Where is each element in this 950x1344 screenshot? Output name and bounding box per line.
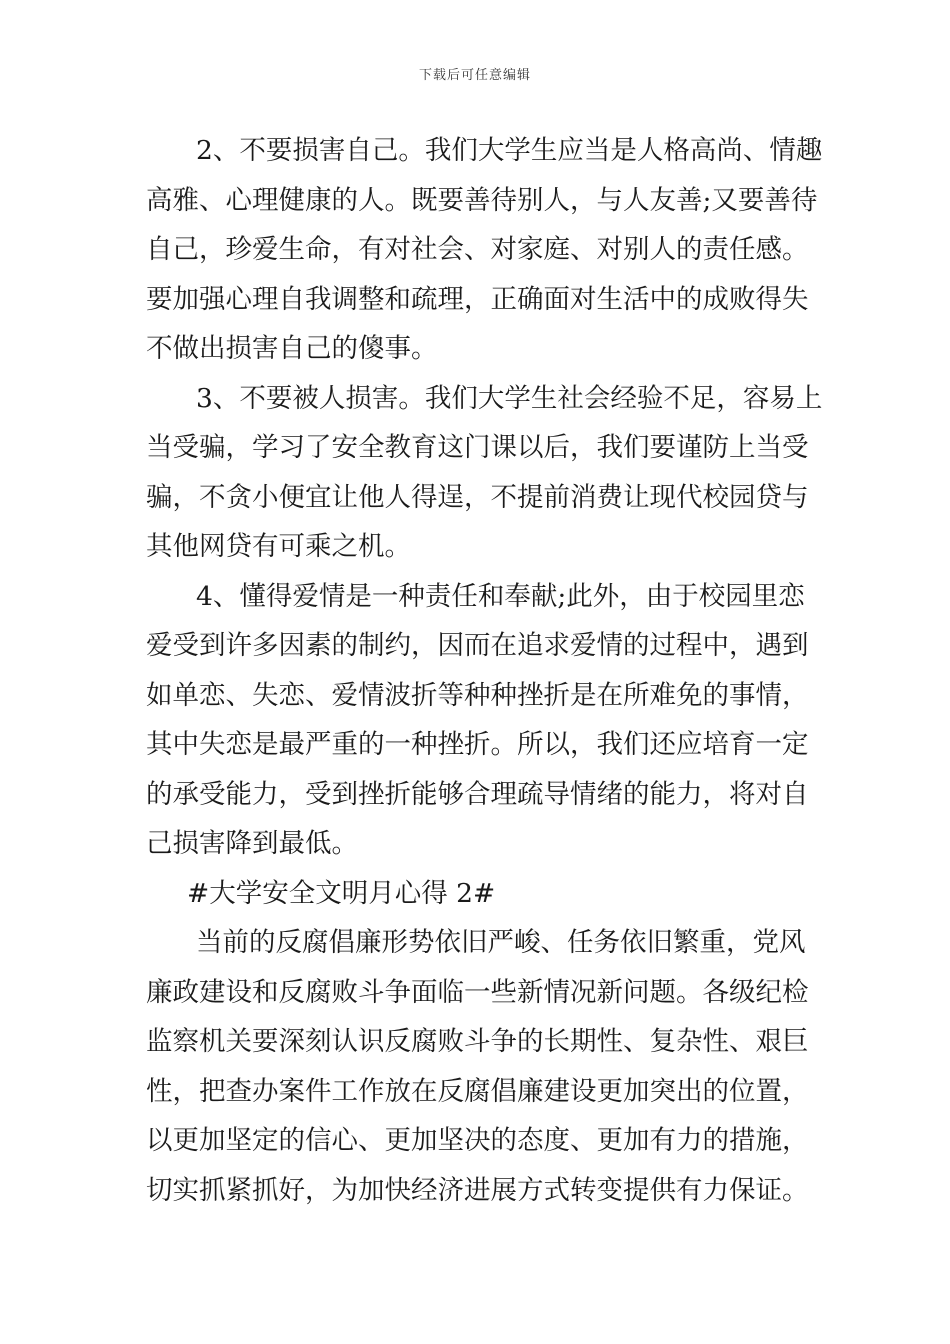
paragraph-line: 己损害降到最低。 xyxy=(146,828,358,859)
paragraph-line: 2、不要损害自己。我们大学生应当是人格高尚、情趣 xyxy=(196,135,823,166)
paragraph-item-2 xyxy=(146,126,823,374)
paragraph-line: 不做出损害自己的傻事。 xyxy=(146,333,438,364)
paragraph-line: 自己，珍爱生命，有对社会、对家庭、对别人的责任感。 xyxy=(146,234,809,265)
paragraph-line: 高雅、心理健康的人。既要善待别人，与人友善;又要善待 xyxy=(146,184,818,216)
paragraph-line: 切实抓紧抓好，为加快经济进展方式转变提供有力保证。 xyxy=(146,1174,809,1206)
paragraph-line: 4、懂得爱情是一种责任和奉献;此外，由于校园里恋 xyxy=(196,580,805,612)
paragraph-line: 3、不要被人损害。我们大学生社会经验不足，容易上 xyxy=(196,382,823,414)
paragraph-line: 监察机关要深刻认识反腐败斗争的长期性、复杂性、艰巨 xyxy=(146,1026,809,1057)
paragraph-line: 性，把查办案件工作放在反腐倡廉建设更加突出的位置， xyxy=(146,1075,809,1107)
paragraph-line: 其中失恋是最严重的一种挫折。所以，我们还应培育一定 xyxy=(146,729,809,760)
paragraph-line: 如单恋、失恋、爱情波折等种种挫折是在所难免的事情， xyxy=(146,679,809,711)
paragraph-line: 要加强心理自我调整和疏理，正确面对生活中的成败得失 xyxy=(146,283,809,315)
section-heading xyxy=(146,869,806,919)
paragraph-item-3 xyxy=(146,374,823,572)
paragraph-line: 的承受能力，受到挫折能够合理疏导情绪的能力，将对自 xyxy=(146,778,809,810)
page-header: 下载后可任意编辑 xyxy=(418,68,531,83)
paragraph-item-4 xyxy=(146,572,809,869)
heading-line: #大学安全文明月心得 2# xyxy=(187,877,496,909)
paragraph-line: 骗，不贪小便宜让他人得逞，不提前消费让现代校园贷与 xyxy=(146,481,809,513)
paragraph-line: 爱受到许多因素的制约，因而在追求爱情的过程中，遇到 xyxy=(146,630,809,661)
paragraph-line: 当前的反腐倡廉形势依旧严峻、任务依旧繁重，党风 xyxy=(196,927,806,958)
paragraph-line: 其他网贷有可乘之机。 xyxy=(146,531,411,562)
document-body xyxy=(146,126,823,1215)
paragraph-anti-corruption xyxy=(146,918,809,1215)
paragraph-line: 以更加坚定的信心、更加坚决的态度、更加有力的措施， xyxy=(146,1125,809,1156)
paragraph-line: 廉政建设和反腐败斗争面临一些新情况新问题。各级纪检 xyxy=(146,976,809,1008)
paragraph-line: 当受骗，学习了安全教育这门课以后，我们要谨防上当受 xyxy=(146,432,809,463)
